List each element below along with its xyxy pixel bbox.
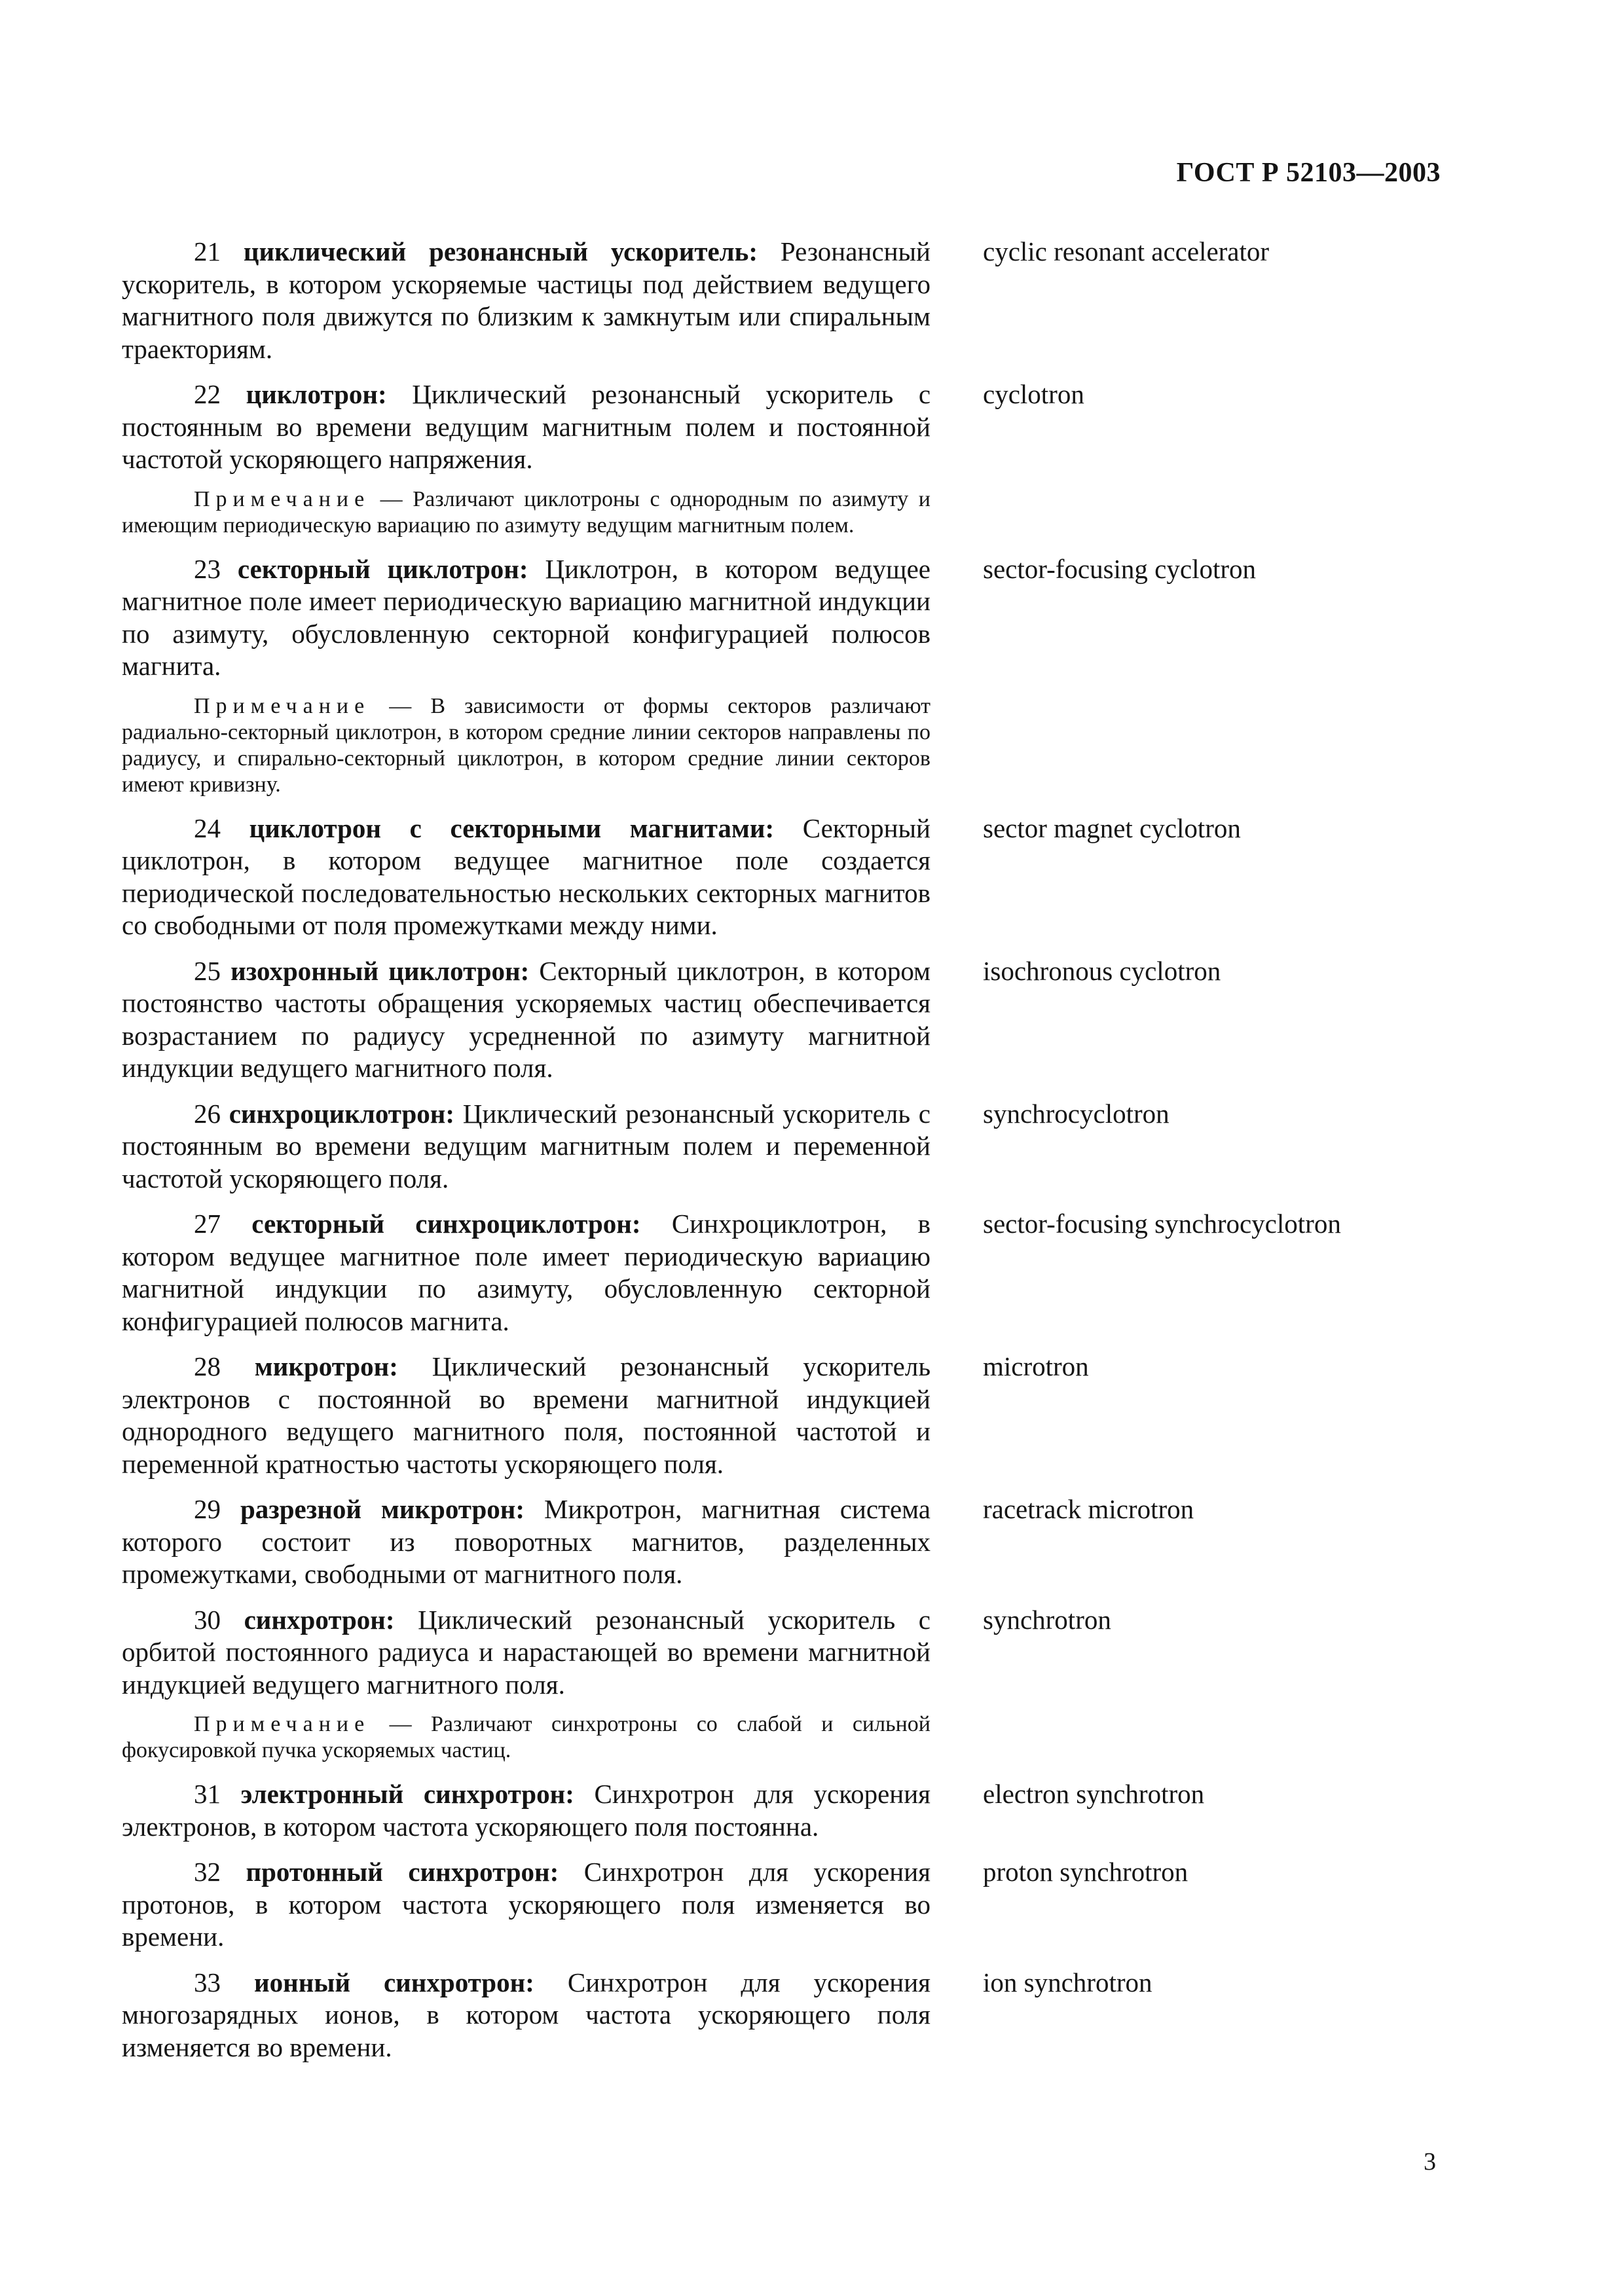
term-definition-ru (122, 1493, 931, 1591)
term-number: 24 (194, 812, 221, 843)
term-text: Синхротрон для ускорения протонов, в котором частота ускоряющего поля изменяется во времени. (122, 1857, 931, 1952)
term-definition-ru (122, 553, 931, 683)
term-definition-ru (122, 1604, 931, 1702)
term-english: electron synchrotron (983, 1779, 1205, 1809)
term-name: электронный синхротрон: (240, 1779, 574, 1809)
term-definition-ru (122, 1856, 931, 1954)
term-number: 32 (194, 1857, 221, 1887)
term-name: синхротрон: (244, 1604, 395, 1635)
term-entry (122, 236, 1464, 365)
note-label: Примечание (194, 693, 371, 718)
term-english: cyclic resonant accelerator (983, 236, 1270, 266)
term-entry (122, 1967, 1464, 2064)
term-name: разрезной микротрон: (240, 1494, 525, 1524)
term-number: 28 (194, 1351, 221, 1381)
term-number: 29 (194, 1494, 221, 1524)
term-english: sector magnet cyclotron (983, 812, 1241, 843)
term-english: cyclotron (983, 379, 1084, 409)
term-name: секторный циклотрон: (237, 553, 528, 584)
term-definition-ru (122, 1098, 931, 1195)
note-label: Примечание (194, 1712, 371, 1736)
term-number: 22 (194, 379, 221, 409)
term-definition-ru (122, 236, 931, 365)
term-name: протонный синхротрон: (246, 1857, 559, 1887)
term-entry (122, 1098, 1464, 1195)
term-definition-ru (122, 955, 931, 1085)
term-name: циклический резонансный ускоритель: (243, 236, 758, 266)
term-text: Микротрон, магнитная система которого состоит из поворотных магнитов, разделенных промежутками, свободными от магнитного поля. (122, 1494, 931, 1589)
term-entry (122, 1208, 1464, 1338)
term-number: 26 (194, 1098, 221, 1129)
term-definition-ru (122, 812, 931, 942)
term-english: sector-focusing synchrocyclotron (983, 1209, 1341, 1239)
term-number: 21 (194, 236, 221, 266)
term-text: Синхротрон для ускорения электронов, в котором частота ускоряющего поля постоянна. (122, 1779, 931, 1842)
term-english: microtron (983, 1351, 1089, 1381)
term-text: Секторный циклотрон, в котором постоянство частоты обращения ускоряемых частиц обеспечивается возрастанием по радиусу усредненной по азимуту магнитной индукции ведущего магнитного поля. (122, 955, 931, 1083)
term-english: synchrocyclotron (983, 1098, 1170, 1129)
term-english: isochronous cyclotron (983, 955, 1221, 986)
term-definition-ru (122, 1967, 931, 2064)
term-text: Синхроциклотрон, в котором ведущее магнитное поле имеет периодическую вариацию магнитной индукции по азимуту, обусловленную секторной конфигурацией полюсов магнита. (122, 1209, 931, 1336)
term-number: 25 (194, 955, 221, 986)
term-definition-ru (122, 1778, 931, 1843)
term-name: синхроциклотрон: (229, 1098, 455, 1129)
term-entry (122, 553, 1464, 683)
term-text: Секторный циклотрон, в котором ведущее магнитное поле создается периодической последовательностью нескольких секторных магнитов со свободными от поля промежутками между ними. (122, 812, 931, 940)
term-english: racetrack microtron (983, 1494, 1194, 1524)
term-entry (122, 1604, 1464, 1702)
term-text: Циклический резонансный ускоритель с постоянным во времени ведущим магнитным полем и переменной частотой ускоряющего поля. (122, 1098, 931, 1194)
page-number: 3 (1424, 2148, 1436, 2176)
term-number: 31 (194, 1779, 221, 1809)
term-name: секторный синхроциклотрон: (251, 1209, 641, 1239)
term-english: synchrotron (983, 1604, 1111, 1635)
term-number: 33 (194, 1967, 221, 1997)
term-entry (122, 1778, 1464, 1843)
note-label: Примечание (194, 486, 371, 511)
term-number: 27 (194, 1209, 221, 1239)
term-name: ионный синхротрон: (253, 1967, 534, 1997)
term-definition-ru (122, 378, 931, 476)
term-name: микротрон: (254, 1351, 398, 1381)
terms-list (122, 236, 1464, 2077)
term-note: Примечание — Различают синхротроны со слабой и сильной фокусировкой пучка ускоряемых частиц. (122, 1712, 931, 1762)
term-text: Циклотрон, в котором ведущее магнитное поле имеет периодическую вариацию магнитной индукции по азимуту, обусловленную секторной конфигурацией полюсов магнита. (122, 553, 931, 681)
term-definition-ru (122, 1351, 931, 1480)
term-text: Циклический резонансный ускоритель с постоянным во времени ведущим магнитным полем и постоянной частотой ускоряющего напряжения. (122, 379, 931, 474)
term-text: Циклический резонансный ускоритель с орбитой постоянного радиуса и нарастающей во времени магнитной индукцией ведущего магнитного поля. (122, 1604, 931, 1700)
term-note: Примечание — В зависимости от формы секторов различают радиально-секторный циклотрон, в котором средние линии секторов направлены по радиусу, и спирально-секторный циклотрон, в котором средние линии секторов имеют кривизну. (122, 693, 931, 797)
term-english: sector-focusing cyclotron (983, 553, 1257, 584)
note-text: Различают циклотроны с однородным по азимуту и имеющим периодическую вариацию по азимуту ведущим магнитным полем. (122, 486, 931, 538)
term-entry (122, 378, 1464, 476)
term-name: циклотрон с секторными магнитами: (249, 812, 775, 843)
note-text: В зависимости от формы секторов различают радиально-секторный циклотрон, в котором средние линии секторов направлены по радиусу, и спирально-секторный циклотрон, в котором средние линии секторов имеют кривизну. (122, 693, 931, 797)
term-entry (122, 1493, 1464, 1591)
term-number: 23 (194, 553, 221, 584)
term-name: циклотрон: (246, 379, 387, 409)
document-header: ГОСТ Р 52103—2003 (1176, 158, 1441, 188)
term-english: proton synchrotron (983, 1857, 1189, 1887)
term-text: Циклический резонансный ускоритель электронов с постоянной во времени магнитной индукцией однородного ведущего магнитного поля, постоянной частотой и переменной кратностью частоты ускоряющего поля. (122, 1351, 931, 1479)
term-name: изохронный циклотрон: (230, 955, 530, 986)
term-entry (122, 1351, 1464, 1480)
term-english: ion synchrotron (983, 1967, 1152, 1997)
term-entry (122, 812, 1464, 942)
term-text: Синхротрон для ускорения многозарядных ионов, в котором частота ускоряющего поля изменяется во времени. (122, 1967, 931, 2062)
term-number: 30 (194, 1604, 221, 1635)
term-entry (122, 1856, 1464, 1954)
term-entry (122, 955, 1464, 1085)
note-text: Различают синхротроны со слабой и сильной фокусировкой пучка ускоряемых частиц. (122, 1712, 931, 1762)
term-definition-ru (122, 1208, 931, 1338)
term-text: Резонансный ускоритель, в котором ускоряемые частицы под действием ведущего магнитного поля движутся по близким к замкнутым или спиральным траекториям. (122, 236, 931, 364)
term-note: Примечание — Различают циклотроны с однородным по азимуту и имеющим периодическую вариацию по азимуту ведущим магнитным полем. (122, 486, 931, 538)
